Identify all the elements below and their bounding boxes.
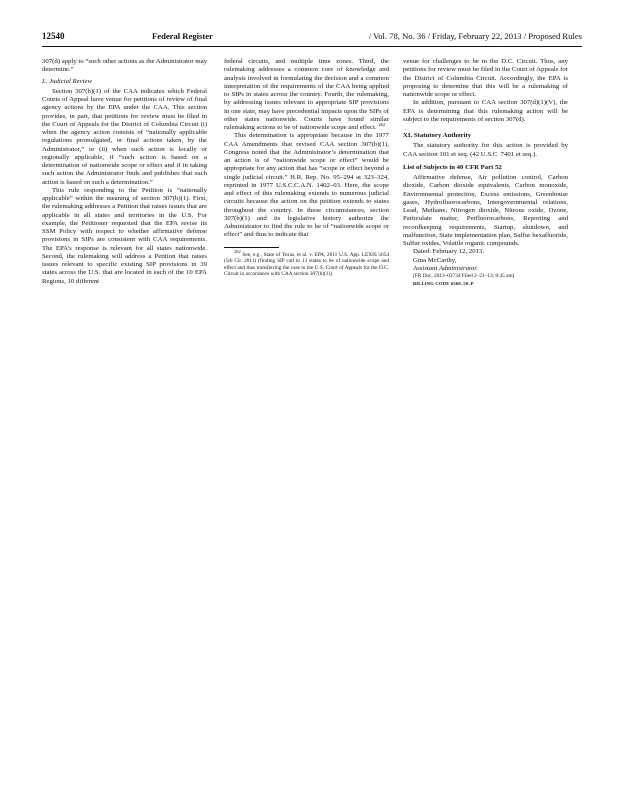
footnote: $^{262}$ See, e.g., State of Texas, et al. v. EPA, 2011 U.S. App. LEXIS 5654 (5th Cir. 2011) (finding SIP call to 13 states to be of nationwide scope and effect and thus transferring the case to the U.S. Court of Appeals for the D.C. Circuit in accordance with CAA section 307(b)(1)). (224, 248, 390, 278)
signer-name: Gina McCarthy, (413, 256, 457, 264)
fr-doc-line: [FR Doc. 2013–03734 Filed 2–21–13; 8:45 am] (413, 273, 515, 279)
footnote-ref: 262 (378, 121, 386, 127)
billing-code: BILLING CODE 6560–50–P (413, 281, 474, 286)
column-2 (224, 58, 389, 278)
subjects-list: Affirmative defense, Air pollution control, Carbon dioxide, Carbon dioxide equivalents, Carbon monoxide, Environmental protection, Excess emissions, Greenhouse gases, Hydrofluorocarbons, Intergovernmental relations, Lead, Methane, Nitrogen dioxide, Nitrous oxide, Ozone, Particulate matter, Perfluorocarbons, Reporting and recordkeeping requirements, Startup, shutdown, and malfunction, State implementation plan, Sulfur hexafluoride, Sulfur oxides, Volatile organic compounds. (403, 174, 568, 247)
signer-title: Assistant Administrator. (413, 264, 478, 272)
column-1 (42, 58, 207, 286)
paragraph: This determination is appropriate because in the 1977 CAA Amendments that revised CAA section 307(b)(1), Congress noted that the Administrator’s determination that an action is of “nationwide scope or effect” would be appropriate for any action that has “scope or effect beyond a single judicial circuit.” H.R. Rep. No. 95–294 at 323–324, reprinted in 1977 U.S.C.C.A.N. 1402–03. Here, the scope and effect of this rulemaking extends to numerous judicial circuits because the action on the petition extends to states throughout the country. In these circumstances, section 307(b)(1) and its legislative history authorize the Administrator to find the rule to be of “nationwide scope or effect” and thus to indicate that (224, 132, 389, 239)
paragraph: The statutory authority for this action is provided by CAA section 101 et seq. (42 U.S.C. 7401 et seq.). (403, 142, 568, 158)
section-heading-statutory-authority: XI. Statutory Authority (403, 132, 472, 139)
paragraph: federal circuits, and multiple time zones. Third, the rulemaking addresses a common core of knowledge and analysis involved in formulating the decision and a common interpretation of the requirements of the CAA being applied to SIPs in states across the country. Fourth, the rulemaking, by addressing issues relevant to appropriate SIP provisions in one state, may have precedential impacts upon the SIPs of other states nationwide. Courts have found similar rulemaking actions to be of nationwide scope and effect. $^{262}$ (224, 58, 389, 131)
page-number: 12540 (42, 31, 65, 41)
paragraph: This rule responding to the Petition is “nationally applicable” within the meaning of section 307(b)(1). First, the rulemaking addresses a Petition that raises issues that are applicable in all states and territories in the U.S. For example, the Petitioner requested that the EPA revise its SSM Policy with respect to whether affirmative defense provisions in SIPs are consistent with CAA requirements. The EPA’s response is relevant for all states nationwide. Second, the rulemaking will address a Petition that raises issues relevant to specific existing SIP provisions in 39 states across the U.S. that are located in each of the 10 EPA Regions, 10 different (42, 186, 207, 285)
page-header (42, 31, 582, 45)
dated-line: Dated: February 12, 2013. (413, 248, 485, 256)
paragraph: In addition, pursuant to CAA section 307(d)(1)(V), the EPA is determining that this rulemaking action will be subject to the requirements of section 307(d). (403, 99, 568, 123)
publication-name: Federal Register (152, 31, 213, 41)
footnote-rule (224, 247, 279, 248)
list-of-subjects-heading: List of Subjects in 40 CFR Part 52 (403, 163, 502, 171)
running-head (152, 31, 582, 41)
paragraph: 307(d) apply to “such other actions as the Administrator may determine.” (42, 58, 207, 74)
paragraph: Section 307(b)(1) of the CAA indicates which Federal Courts of Appeal have venue for petitions of review of final agency actions by the EPA under the CAA. This section provides, in part, that petitions for review must be filed in the Court of Appeals for the District of Columbia Circuit (i) when the agency action consists of “nationally applicable regulations promulgated, or final actions taken, by the Administrator,” or (ii) when such action is locally or regionally applicable, if “such action is based on a determination of nationwide scope or effect and if in taking such action the Administrator finds and publishes that such action is based on such a determination.” (42, 87, 207, 186)
section-heading-judicial-review: L. Judicial Review (42, 77, 93, 85)
header-rule (42, 46, 582, 47)
volume-info: / Vol. 78, No. 36 / Friday, February 22, 2013 / Proposed Rules (368, 31, 582, 41)
paragraph: venue for challenges to be in the D.C. Circuit. Thus, any petitions for review must be filed in the Court of Appeals for the District of Columbia Circuit. Accordingly, the EPA is proposing to determine that this will be a rulemaking of nationwide scope or effect. (403, 58, 568, 98)
column-3 (403, 58, 568, 288)
